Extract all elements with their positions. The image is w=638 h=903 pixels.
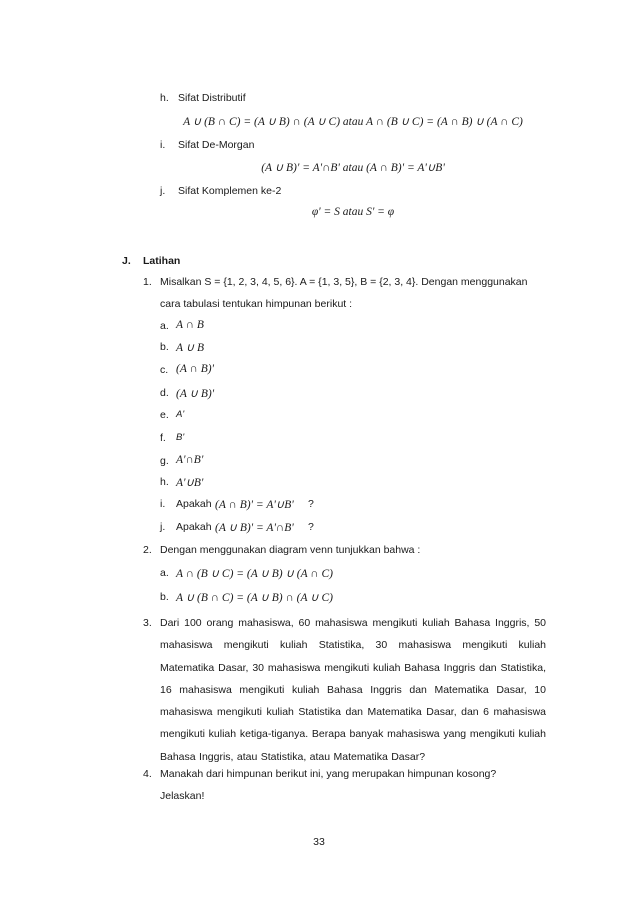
exercise-1-item-g-expr: A'∩B' bbox=[176, 454, 204, 466]
exercise-1-item-a-expr: A ∩ B bbox=[176, 319, 204, 331]
exercise-1-item-e-marker: e. bbox=[160, 409, 169, 421]
section-marker: J. bbox=[122, 255, 131, 267]
exercise-1-item-i-prefix: Apakah bbox=[176, 498, 212, 510]
exercise-1-item-c-expr: (A ∩ B)' bbox=[176, 363, 215, 375]
exercise-1-item-i-suffix: ? bbox=[308, 498, 314, 510]
exercise-4-text-line2: Jelaskan! bbox=[160, 790, 205, 802]
exercise-1-item-j-expr: (A ∪ B)' = A'∩B' bbox=[215, 522, 294, 534]
exercise-1-item-i-expr: (A ∩ B)' = A'∪B' bbox=[215, 499, 294, 511]
exercise-1-text-line2: cara tabulasi tentukan himpunan berikut : bbox=[160, 298, 353, 310]
property-i-marker: i. bbox=[160, 139, 166, 151]
exercise-1-item-h-expr: A'∪B' bbox=[176, 477, 204, 489]
exercise-1-item-j-prefix: Apakah bbox=[176, 521, 212, 533]
exercise-1-item-j-marker: j. bbox=[160, 521, 166, 533]
exercise-1-item-b-expr: A ∪ B bbox=[176, 342, 205, 354]
property-j-title: Sifat Komplemen ke-2 bbox=[178, 185, 282, 197]
exercise-1-item-e-expr: A' bbox=[176, 409, 185, 420]
property-i-formula: (A ∪ B)' = A'∩B' atau (A ∩ B)' = A'∪B' bbox=[261, 162, 445, 174]
exercise-1-item-a-marker: a. bbox=[160, 320, 169, 332]
exercise-2-item-b-expr: A ∪ (B ∩ C) = (A ∪ B) ∩ (A ∪ C) bbox=[176, 592, 333, 604]
exercise-3-number: 3. bbox=[143, 617, 152, 629]
exercise-1-item-d-marker: d. bbox=[160, 387, 169, 399]
exercise-1-item-b-marker: b. bbox=[160, 341, 169, 353]
exercise-2-item-a-marker: a. bbox=[160, 567, 169, 579]
exercise-1-number: 1. bbox=[143, 276, 152, 288]
exercise-3-text: Dari 100 orang mahasiswa, 60 mahasiswa mengikuti kuliah Bahasa Inggris, 50 mahasiswa mengikuti kuliah Statistika, 30 mahasiswa mengikuti kuliah Matematika Dasar, 30 mahasiswa mengikuti kuliah Bahasa Inggris dan Statistika, 16 mahasiswa mengikuti kuliah Bahasa Inggris dan Matematika Dasar, 10 mahasiswa mengikuti kuliah Statistika dan Matematika Dasar, dan 6 mahasiswa mengikuti kuliah ketiga-tiganya. Berapa banyak mahasiswa yang mengikuti kuliah Bahasa Inggris, atau Statistika, atau Matematika Dasar? bbox=[160, 617, 546, 763]
exercise-1-item-d-expr: (A ∪ B)' bbox=[176, 388, 215, 400]
exercise-1-item-c-marker: c. bbox=[160, 364, 169, 376]
property-j-formula: φ' = S atau S' = φ bbox=[311, 206, 395, 218]
property-j-marker: j. bbox=[160, 185, 166, 197]
exercise-1-item-j-suffix: ? bbox=[308, 521, 314, 533]
property-h-title: Sifat Distributif bbox=[178, 92, 246, 104]
exercise-2-item-b-marker: b. bbox=[160, 591, 169, 603]
exercise-1-item-h-marker: h. bbox=[160, 476, 169, 488]
exercise-1-item-f-marker: f. bbox=[160, 432, 166, 444]
exercise-1-item-f-expr: B' bbox=[176, 432, 185, 443]
exercise-1-text-line1: Misalkan S = {1, 2, 3, 4, 5, 6}. A = {1, 3, 5}, B = {2, 3, 4}. Dengan menggunakan bbox=[160, 276, 528, 288]
property-h-marker: h. bbox=[160, 92, 169, 104]
property-h-formula: A ∪ (B ∩ C) = (A ∪ B) ∩ (A ∪ C) atau A ∩ (B ∪ C) = (A ∩ B) ∪ (A ∩ C) bbox=[183, 116, 523, 128]
exercise-4-text-line1: Manakah dari himpunan berikut ini, yang merupakan himpunan kosong? bbox=[160, 768, 497, 780]
section-title: Latihan bbox=[143, 255, 181, 267]
exercise-1-item-i-marker: i. bbox=[160, 498, 166, 510]
exercise-1-item-g-marker: g. bbox=[160, 455, 169, 467]
property-i-title: Sifat De-Morgan bbox=[178, 139, 255, 151]
page-number: 33 bbox=[313, 836, 325, 848]
exercise-2-item-a-expr: A ∩ (B ∪ C) = (A ∪ B) ∪ (A ∩ C) bbox=[176, 568, 333, 580]
exercise-2-text: Dengan menggunakan diagram venn tunjukkan bahwa : bbox=[160, 544, 421, 556]
exercise-2-number: 2. bbox=[143, 544, 152, 556]
exercise-4-number: 4. bbox=[143, 768, 152, 780]
